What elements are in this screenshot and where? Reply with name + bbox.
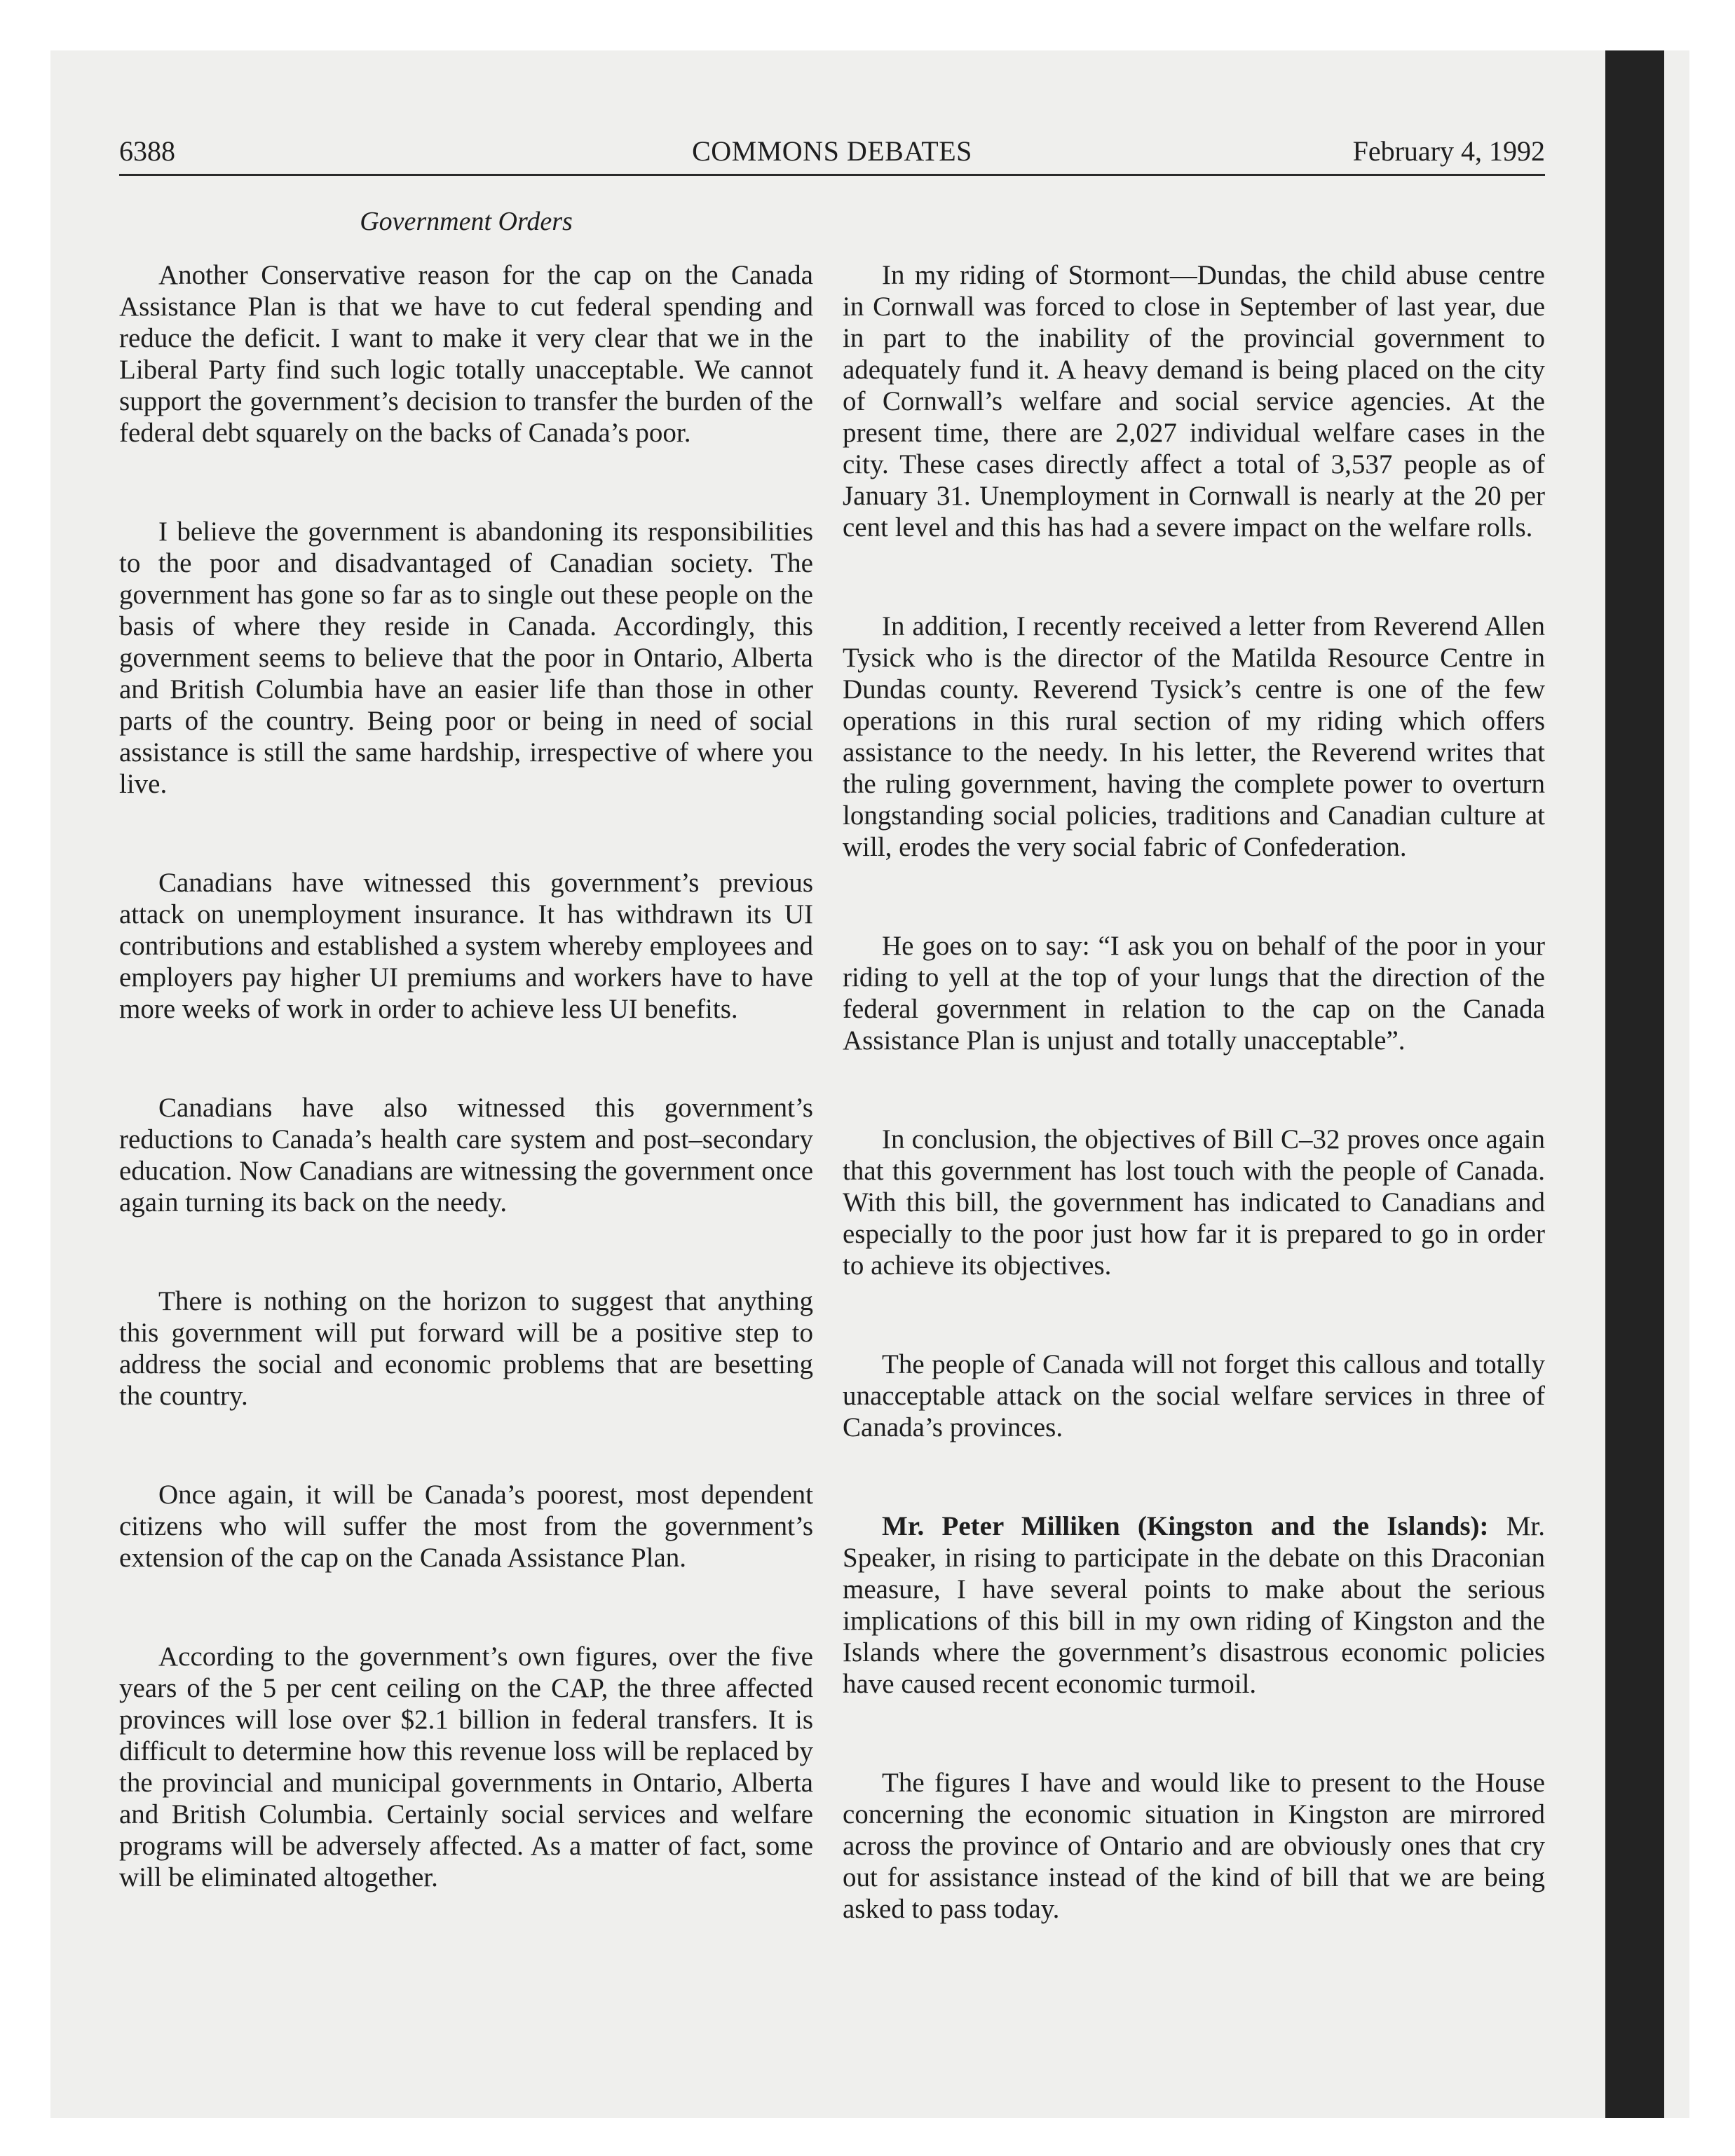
scan-edge-shadow [1605,50,1664,2118]
running-header [119,132,1545,176]
paragraph: Once again, it will be Canada’s poorest, most dependent citizens who will suffer the most from the government’s extension of the cap on the Canada Assistance Plan. [119,1480,813,1573]
section-title: Government Orders [360,207,573,236]
paragraph: The figures I have and would like to present to the House concerning the economic situation in Kingston are mirrored across the province of Ontario and are obviously ones that cry out for assistance instead of the kind of bill that we are being asked to pass today. [843,1768,1545,1924]
speech-paragraph [843,1510,1545,1700]
left-column [119,259,813,1960]
paragraph: I believe the government is abandoning its responsibilities to the poor and disadvantaged of Canadian society. The government has gone so far as to single out these people on the basis of where they reside in Canada. Accordingly, this government seems to believe that the poor in Ontario, Alberta and British Columbia have an easier life than those in other parts of the country. Being poor or being in need of social assistance is still the same hardship, irrespective of where you live. [119,517,813,799]
paragraph: In conclusion, the objectives of Bill C–32 proves once again that this government has lost touch with the people of Canada. With this bill, the government has indicated to Canadians and especially to the poor just how far it is prepared to go in order to achieve its objectives. [843,1124,1545,1281]
paragraph: According to the government’s own figures, over the five years of the 5 per cent ceiling on the CAP, the three affected provinces will lose over $2.1 billion in federal transfers. It is difficult to determine how this revenue loss will be replaced by the provincial and municipal governments in Ontario, Alberta and British Columbia. Certainly social services and welfare programs will be adversely affected. As a matter of fact, some will be eliminated altogether. [119,1642,813,1892]
paragraph: In addition, I recently received a letter from Reverend Allen Tysick who is the director of the Matilda Resource Centre in Dundas county. Reverend Tysick’s centre is one of the few operations in this rural section of my riding which offers assistance to the needy. In his letter, the Reverend writes that the ruling government, having the complete power to overturn longstanding social policies, traditions and Canadian culture at will, erodes the very social fabric of Confederation. [843,611,1545,862]
speaker-name: Mr. Peter Milliken (Kingston and the Islands): [882,1511,1489,1541]
page-date: February 4, 1992 [1352,135,1545,167]
paragraph: Canadians have witnessed this government’s previous attack on unemployment insurance. It has withdrawn its UI contributions and established a system whereby employees and employers pay higher UI premiums and workers have to have more weeks of work in order to achieve less UI benefits. [119,868,813,1024]
page-number: 6388 [119,135,175,167]
paragraph: Another Conservative reason for the cap on the Canada Assistance Plan is that we have to cut federal spending and reduce the deficit. I want to make it very clear that we in the Liberal Party find such logic totally unacceptable. We cannot support the government’s decision to transfer the burden of the federal debt squarely on the backs of Canada’s poor. [119,260,813,448]
paragraph: Canadians have also witnessed this government’s reductions to Canada’s health care system and post–secondary education. Now Canadians are witnessing the government once again turning its back on the needy. [119,1093,813,1217]
paragraph: There is nothing on the horizon to suggest that anything this government will put forward will be a positive step to address the social and economic problems that are besetting the country. [119,1286,813,1411]
paragraph: In my riding of Stormont—Dundas, the child abuse centre in Cornwall was forced to close in September of last year, due in part to the inability of the provincial government to adequately fund it. A heavy demand is being placed on the city of Cornwall’s welfare and social service agencies. At the present time, there are 2,027 individual welfare cases in the city. These cases directly affect a total of 3,537 people as of January 31. Unemployment in Cornwall is nearly at the 20 per cent level and this has had a severe impact on the welfare rolls. [843,260,1545,543]
right-column [843,259,1545,1992]
paragraph: He goes on to say: “I ask you on behalf of the poor in your riding to yell at the top of your lungs that the direction of the federal government in relation to the cap on the Canada Assistance Plan is unjust and totally unacceptable”. [843,931,1545,1056]
journal-title: COMMONS DEBATES [692,135,972,167]
paragraph: The people of Canada will not forget this callous and totally unacceptable attack on the social welfare services in three of Canada’s provinces. [843,1349,1545,1442]
speech-opening: Mr. Speaker, in rising to participate in the debate on this Draconian measure, I have several points to make about the serious implications of this bill in my own riding of Kingston and the Islands where the government’s disastrous economic policies have caused recent economic turmoil. [843,1511,1545,1699]
